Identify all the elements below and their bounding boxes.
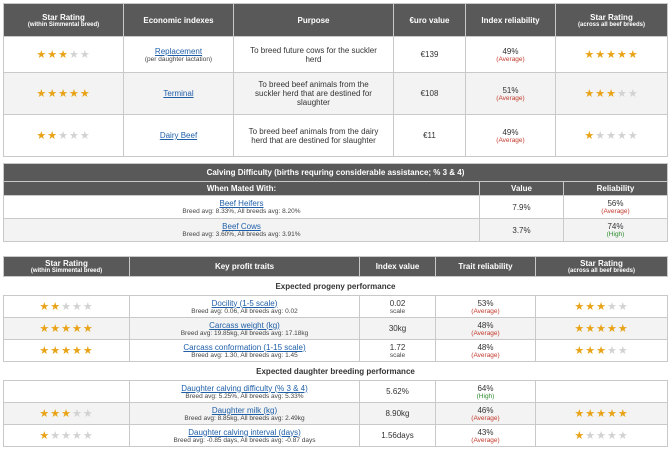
star-rating-icon xyxy=(574,323,628,335)
docility-link[interactable]: Docility (1-5 scale) xyxy=(211,298,278,308)
star-empty-icon: ★ xyxy=(617,430,629,442)
header-key-traits: Key profit traits xyxy=(130,257,360,277)
star-empty-icon: ★ xyxy=(606,345,618,357)
star-filled-icon: ★ xyxy=(68,88,80,100)
star-empty-icon: ★ xyxy=(596,430,607,442)
beef-heifers-link[interactable]: Beef Heifers xyxy=(219,199,264,208)
star-filled-icon: ★ xyxy=(61,408,72,420)
star-filled-icon: ★ xyxy=(585,408,597,420)
euro-value: €139 xyxy=(394,37,466,73)
table-row: ★★★★★ Carcass conformation (1-15 scale) Breed avg: 1.30, All breeds avg: 1.45 1.72 scale 48% (Average) ★★★★★ xyxy=(4,340,668,362)
star-empty-icon: ★ xyxy=(61,430,72,442)
table-row: ★★★★★ Replacement (per daughter lactation) To breed future cows for the suckler herd €139 49% (Average) ★★★★★ xyxy=(4,37,668,73)
star-empty-icon: ★ xyxy=(79,49,91,61)
header-trait-reliability: Trait reliability xyxy=(436,257,536,277)
table-row: ★★★★★ Dairy Beef To breed beef animals from the dairy herd that are destined for slaughter €11 49% (Average) ★★★★★ xyxy=(4,115,668,157)
star-empty-icon: ★ xyxy=(616,88,628,100)
header-economic-indexes: Economic indexes xyxy=(124,4,234,37)
star-rating-icon xyxy=(574,408,628,420)
star-empty-icon: ★ xyxy=(71,408,83,420)
star-empty-icon: ★ xyxy=(617,301,629,313)
calving-difficulty-title: Calving Difficulty (births requring considerable assistance; % 3 & 4) xyxy=(4,164,668,182)
star-filled-icon: ★ xyxy=(50,301,62,313)
purpose-text: To breed beef animals from the suckler herd that are destined for slaughter xyxy=(234,73,394,115)
star-filled-icon: ★ xyxy=(58,88,69,100)
euro-value: €108 xyxy=(394,73,466,115)
star-filled-icon: ★ xyxy=(617,408,629,420)
beef-cows-link[interactable]: Beef Cows xyxy=(222,222,261,231)
star-empty-icon: ★ xyxy=(616,130,628,142)
star-filled-icon: ★ xyxy=(595,88,607,100)
star-filled-icon: ★ xyxy=(606,88,617,100)
table-row: ★★★★★ Docility (1-5 scale) Breed avg: 0.06, All breeds avg: 0.02 0.02 scale 53% (Average) ★★★★★ xyxy=(4,296,668,318)
header-star-rating-all: Star Rating (across all beef breeds) xyxy=(556,4,668,37)
section-progeny-performance: Expected progeny performance xyxy=(4,277,668,296)
star-empty-icon: ★ xyxy=(595,130,607,142)
star-empty-icon: ★ xyxy=(61,301,72,313)
star-filled-icon: ★ xyxy=(61,323,72,335)
header-star-rating-all: Star Rating (across all beef breeds) xyxy=(536,257,668,277)
star-filled-icon: ★ xyxy=(71,323,83,335)
star-rating-icon xyxy=(574,345,628,357)
star-filled-icon: ★ xyxy=(36,49,48,61)
star-empty-icon: ★ xyxy=(617,345,629,357)
star-filled-icon: ★ xyxy=(595,49,607,61)
star-filled-icon: ★ xyxy=(71,345,83,357)
star-filled-icon: ★ xyxy=(58,49,69,61)
star-rating-icon xyxy=(574,430,628,442)
star-filled-icon: ★ xyxy=(596,301,607,313)
star-filled-icon: ★ xyxy=(616,49,628,61)
star-rating-icon xyxy=(584,49,638,61)
star-filled-icon: ★ xyxy=(585,323,597,335)
table-row: Beef Heifers Breed avg: 8.33%, All breeds avg: 8.20% 7.9% 56% (Average) xyxy=(4,196,668,219)
section-daughter-performance: Expected daughter breeding performance xyxy=(4,362,668,381)
star-filled-icon: ★ xyxy=(627,49,639,61)
star-filled-icon: ★ xyxy=(617,323,629,335)
star-empty-icon: ★ xyxy=(82,301,94,313)
header-reliability: Reliability xyxy=(564,182,668,196)
star-filled-icon: ★ xyxy=(50,408,62,420)
star-empty-icon: ★ xyxy=(68,130,80,142)
purpose-text: To breed future cows for the suckler herd xyxy=(234,37,394,73)
star-filled-icon: ★ xyxy=(585,301,597,313)
star-filled-icon: ★ xyxy=(82,345,94,357)
star-empty-icon: ★ xyxy=(606,301,618,313)
star-filled-icon: ★ xyxy=(596,345,607,357)
table-row: ★★★★★ Carcass weight (kg) Breed avg: 19.85kg, All breeds avg: 17.18kg 30kg 48% (Average) ★★★★★ xyxy=(4,318,668,340)
star-filled-icon: ★ xyxy=(584,88,596,100)
star-filled-icon: ★ xyxy=(574,345,586,357)
calving-difficulty-table xyxy=(3,163,668,242)
star-empty-icon: ★ xyxy=(50,430,62,442)
star-filled-icon: ★ xyxy=(50,345,62,357)
star-filled-icon: ★ xyxy=(39,345,51,357)
star-filled-icon: ★ xyxy=(606,323,618,335)
table-row: ★★★★★ Daughter calving interval (days) Breed avg: -0.85 days, All breeds avg: -0.87 days 1.56days 43% (Average) ★★★★★ xyxy=(4,425,668,447)
star-filled-icon: ★ xyxy=(47,49,59,61)
dairy-beef-link[interactable]: Dairy Beef xyxy=(159,131,198,140)
star-empty-icon: ★ xyxy=(606,130,617,142)
replacement-link[interactable]: Replacement xyxy=(154,46,203,56)
star-empty-icon: ★ xyxy=(606,430,618,442)
star-rating-icon xyxy=(36,49,90,61)
star-rating-icon xyxy=(39,408,93,420)
star-empty-icon: ★ xyxy=(627,88,639,100)
star-empty-icon: ★ xyxy=(585,430,597,442)
star-empty-icon: ★ xyxy=(82,408,94,420)
header-purpose: Purpose xyxy=(234,4,394,37)
table-row: ★★★★★ Terminal To breed beef animals from the suckler herd that are destined for slaughter €108 51% (Average) ★★★★★ xyxy=(4,73,668,115)
star-rating-icon xyxy=(39,430,93,442)
star-filled-icon: ★ xyxy=(39,430,51,442)
star-empty-icon: ★ xyxy=(71,430,83,442)
header-euro-value: €uro value xyxy=(394,4,466,37)
star-filled-icon: ★ xyxy=(61,345,72,357)
table-row: ★★★★★ Daughter milk (kg) Breed avg: 8.85kg, All breeds avg: 2.49kg 8.90kg 46% (Average) ★★★★★ xyxy=(4,403,668,425)
star-filled-icon: ★ xyxy=(574,301,586,313)
economic-indexes-table xyxy=(3,3,668,157)
header-index-value: Index value xyxy=(360,257,436,277)
star-filled-icon: ★ xyxy=(606,49,617,61)
star-filled-icon: ★ xyxy=(606,408,618,420)
terminal-link[interactable]: Terminal xyxy=(163,89,194,98)
star-filled-icon: ★ xyxy=(47,88,59,100)
star-filled-icon: ★ xyxy=(39,301,51,313)
star-empty-icon: ★ xyxy=(79,130,91,142)
star-empty-icon: ★ xyxy=(627,130,639,142)
header-star-rating-within: Star Rating (within Simmental breed) xyxy=(4,4,124,37)
star-filled-icon: ★ xyxy=(596,408,607,420)
star-rating-icon xyxy=(584,130,638,142)
star-filled-icon: ★ xyxy=(596,323,607,335)
carcass-weight-link[interactable]: Carcass weight (kg) xyxy=(209,320,280,330)
star-empty-icon: ★ xyxy=(68,49,80,61)
star-rating-icon xyxy=(36,88,90,100)
star-filled-icon: ★ xyxy=(39,408,51,420)
star-filled-icon: ★ xyxy=(584,49,596,61)
star-rating-icon xyxy=(584,88,638,100)
star-filled-icon: ★ xyxy=(79,88,91,100)
star-filled-icon: ★ xyxy=(82,323,94,335)
star-filled-icon: ★ xyxy=(36,130,48,142)
header-value: Value xyxy=(480,182,564,196)
star-rating-icon xyxy=(39,323,93,335)
purpose-text: To breed beef animals from the dairy herd that are destined for slaughter xyxy=(234,115,394,157)
daughter-calving-difficulty-link[interactable]: Daughter calving difficulty (% 3 & 4) xyxy=(181,383,308,393)
star-rating-icon xyxy=(574,301,628,313)
star-filled-icon: ★ xyxy=(47,130,59,142)
star-filled-icon: ★ xyxy=(585,345,597,357)
table-row: Beef Cows Breed avg: 3.60%, All breeds avg: 3.91% 3.7% 74% (High) xyxy=(4,219,668,242)
star-empty-icon: ★ xyxy=(82,430,94,442)
star-filled-icon: ★ xyxy=(574,323,586,335)
star-filled-icon: ★ xyxy=(50,323,62,335)
star-filled-icon: ★ xyxy=(574,408,586,420)
star-rating-icon xyxy=(39,345,93,357)
daughter-calving-interval-link[interactable]: Daughter calving interval (days) xyxy=(188,427,301,437)
star-filled-icon: ★ xyxy=(36,88,48,100)
star-empty-icon: ★ xyxy=(71,301,83,313)
star-rating-icon xyxy=(39,301,93,313)
daughter-milk-link[interactable]: Daughter milk (kg) xyxy=(211,405,278,415)
euro-value: €11 xyxy=(394,115,466,157)
carcass-conformation-link[interactable]: Carcass conformation (1-15 scale) xyxy=(183,342,306,352)
star-rating-icon xyxy=(36,130,90,142)
star-filled-icon: ★ xyxy=(584,130,596,142)
header-index-reliability: Index reliability xyxy=(466,4,556,37)
header-star-rating-within: Star Rating (within Simmental breed) xyxy=(4,257,130,277)
key-profit-traits-table xyxy=(3,256,668,447)
header-when-mated: When Mated With: xyxy=(4,182,480,196)
star-filled-icon: ★ xyxy=(39,323,51,335)
star-filled-icon: ★ xyxy=(574,430,586,442)
table-row: Daughter calving difficulty (% 3 & 4) Breed avg: 5.25%, All breeds avg: 5.33% 5.62% 64% (High) xyxy=(4,381,668,403)
star-empty-icon: ★ xyxy=(58,130,69,142)
